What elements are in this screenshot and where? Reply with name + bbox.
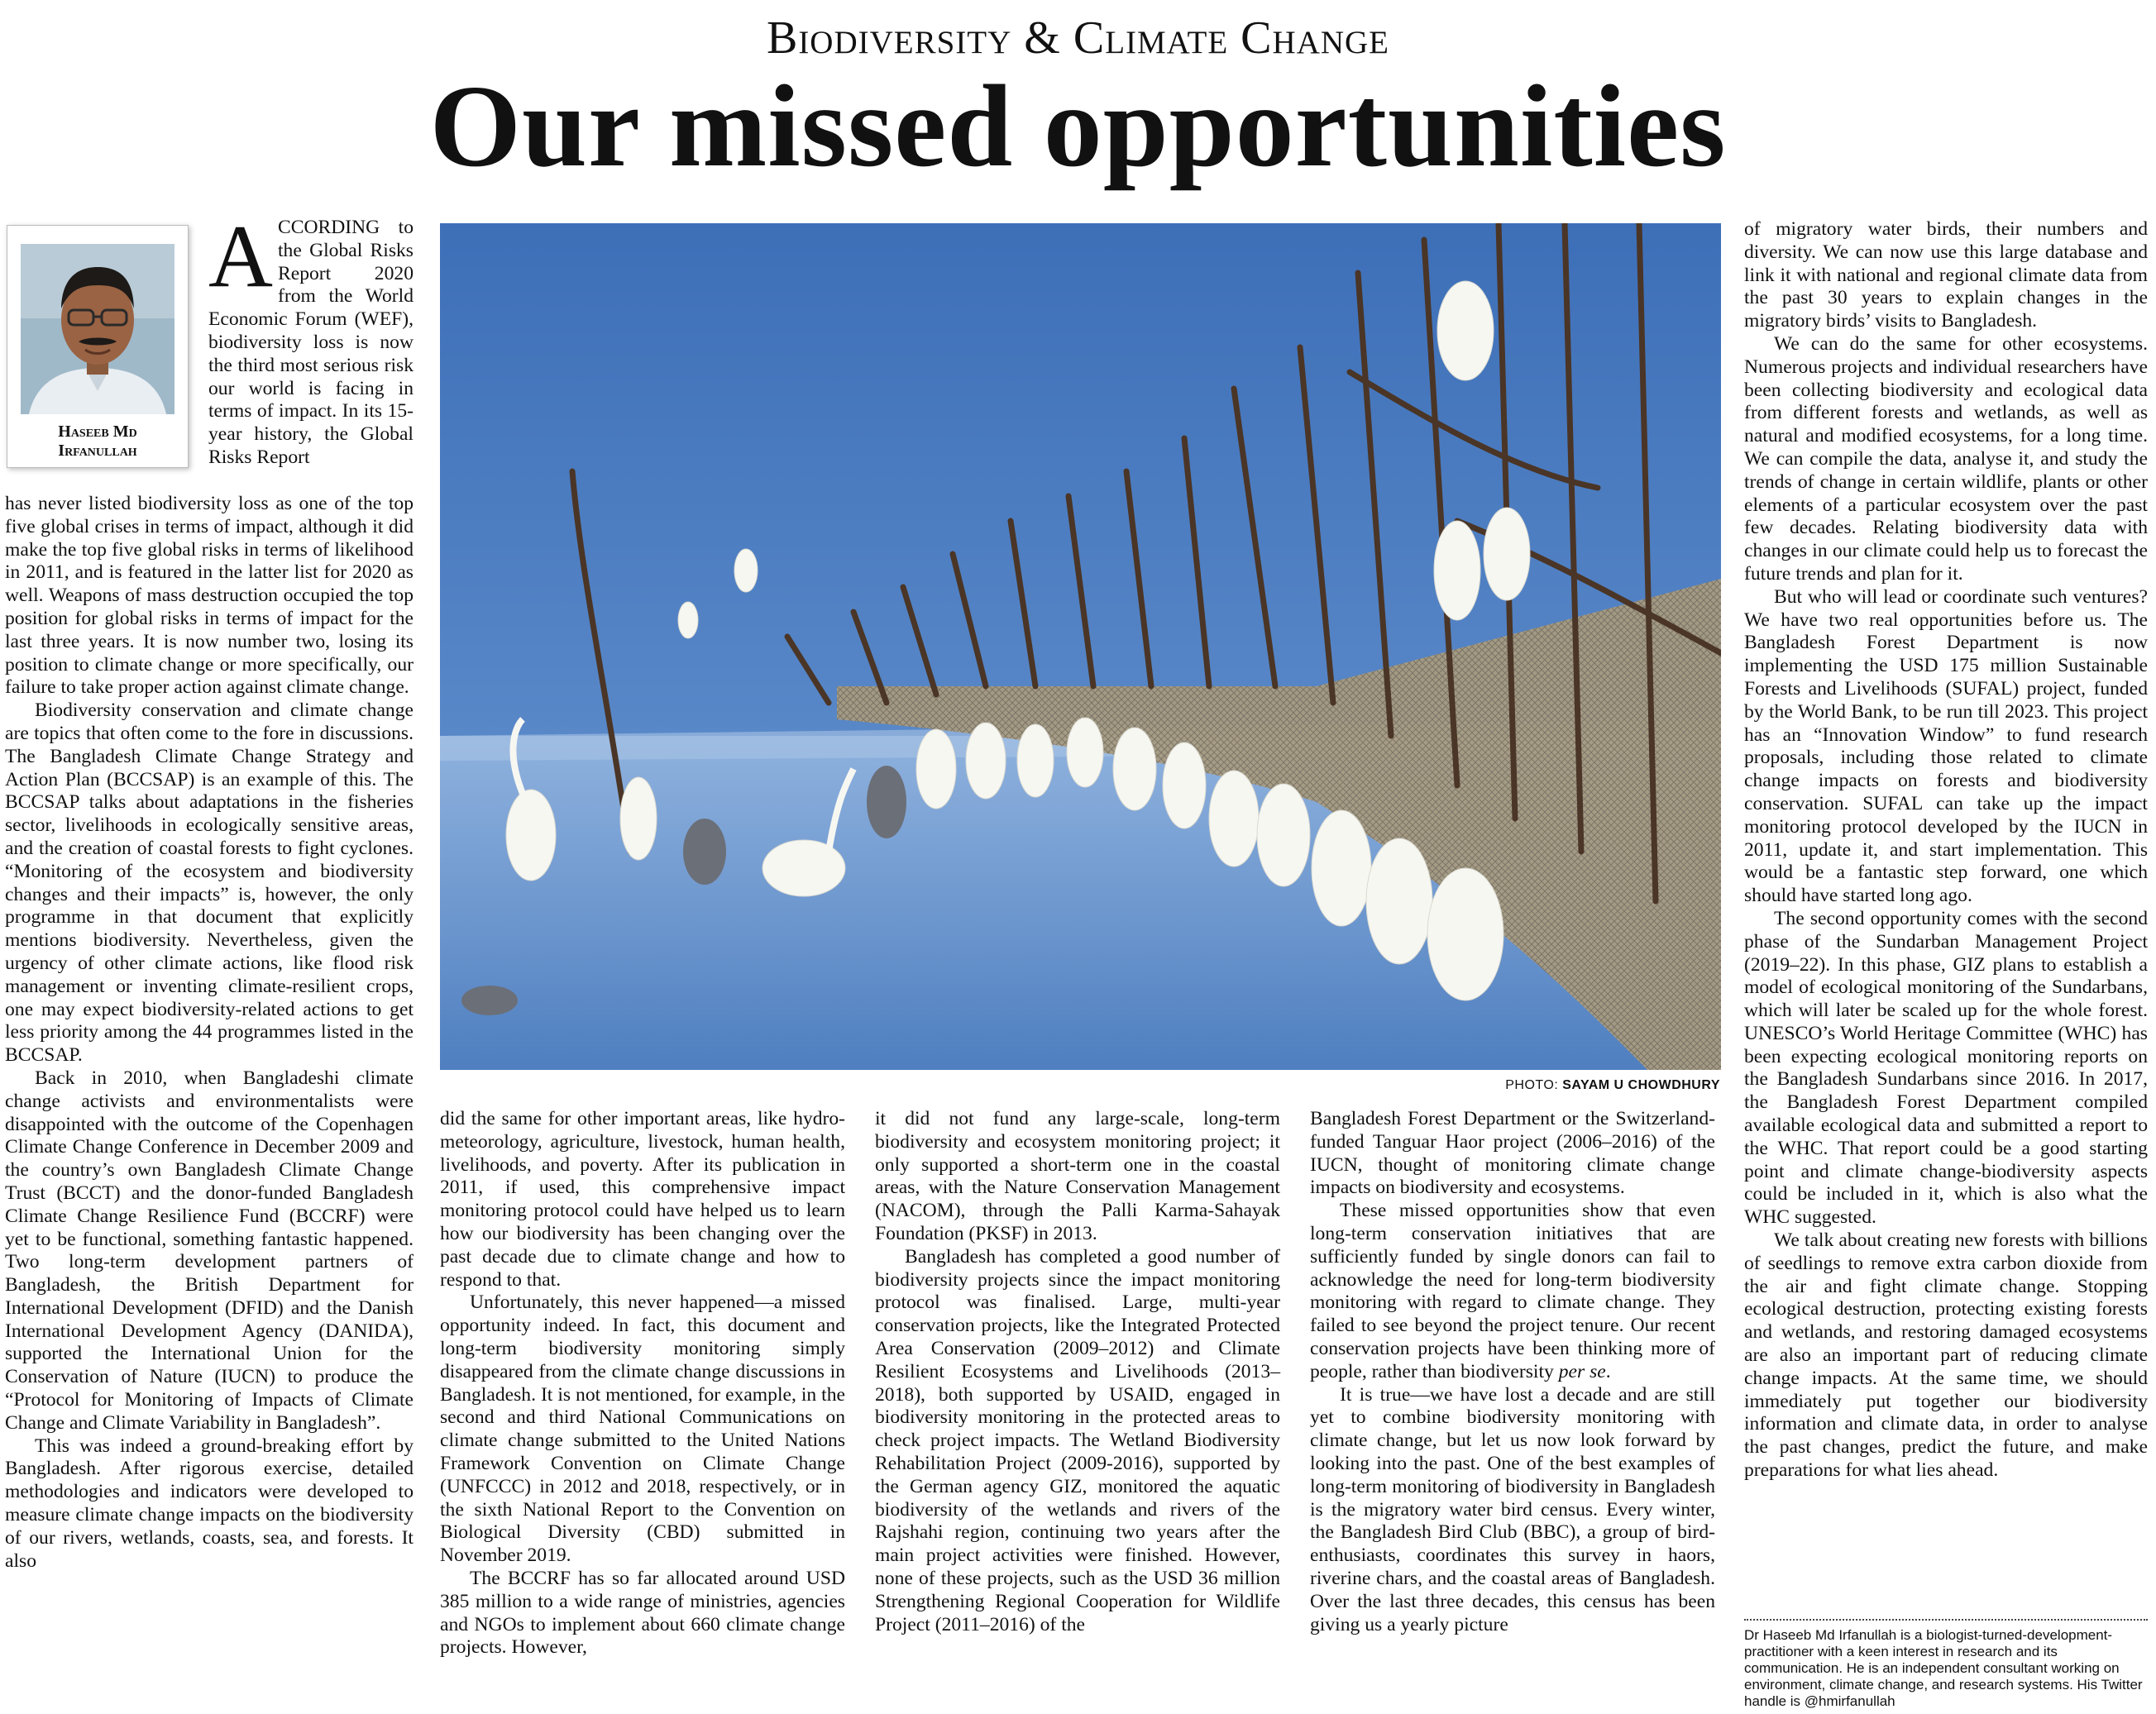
author-name-line1: Haseeb Md: [58, 423, 137, 441]
credit-prefix: PHOTO:: [1505, 1078, 1559, 1092]
author-box: [7, 225, 189, 468]
column-1: [5, 493, 414, 1573]
section-kicker: Biodiversity & Climate Change: [766, 12, 1390, 64]
egrets-illustration: [440, 223, 1721, 1070]
drop-cap: A: [208, 208, 273, 306]
paragraph-text: These missed opportunities show that even long-term conservation initiatives that are sufficiently funded by single donors can fail to acknowledge the need for long-term biodiversity monitoring with regard to climate change. They failed to see beyond the project tenure. Our recent conservation projects have been thinking more of people, rather than biodiversity: [1310, 1200, 1715, 1382]
paragraph: Unfortunately, this never happened—a missed opportunity indeed. In fact, this document and long-term biodiversity monitoring simply disappeared from the climate change discussions in Bangladesh. It is not mentioned, for example, in the second and third National Communications on climate change submitted to the United Nations Framework Convention on Climate Change (UNFCCC) in 2012 and 2018, respectively, or in the sixth National Report to the Convention on Biological Diversity (CBD) submitted in November 2019.: [440, 1291, 845, 1567]
paragraph: Back in 2010, when Bangladeshi climate change activists and environmentalists were disappointed with the outcome of the Copenhagen Climate Change Conference in December 2009 and the country’s own Bangladesh Climate Change Trust (BCCT) and the donor-funded Bangladesh Climate Change Resilience Fund (BCCRF) were yet to be functional, something fantastic happened. Two long-term development partners of Bangladesh, the British Department for International Development (DFID) and the Danish International Development Agency (DANIDA), supported the International Union for the Conservation of Nature (IUCN) to produce the “Protocol for Monitoring of Impacts of Climate Change and Climate Variability in Bangladesh”.: [5, 1067, 414, 1434]
author-photo: [21, 244, 174, 414]
column-2: [440, 1108, 845, 1659]
paragraph: [1310, 1200, 1715, 1383]
paragraph: We can do the same for other ecosystems. Numerous projects and individual researchers have been collecting biodiversity and ecological data from different forests and wetlands, as well as natural and modified ecosystems, for a long time. We can compile the data, analyse it, and study the trends of change in certain wildlife, plants or other elements of a particular ecosystem over the past few decades. Relating biodiversity data with changes in our climate could help us to forecast the future trends and plan for it.: [1744, 332, 2148, 585]
paragraph: Biodiversity conservation and climate change are topics that often come to the fore in discussions. The Bangladesh Climate Change Strategy and Action Plan (BCCSAP) is an example of this. The BCCSAP talks about adaptations in the fisheries sector, livelihoods in ecologically sensitive areas, and the creation of coastal forests to fight cyclones. “Monitoring of the ecosystem and biodiversity changes and their impacts” is, however, the only programme in that document that explicitly mentions biodiversity. Nevertheless, given the urgency of other climate actions, like flood risk management or inventing climate-resilient crops, one may expect biodiversity-related actions to get less priority among the 44 programmes listed in the BCCSAP.: [5, 699, 414, 1067]
paragraph: We talk about creating new forests with billions of seedlings to remove extra carbon dioxide from the air and fight climate change. Stopping ecological destruction, protecting existing forests and wetlands, and restoring damaged ecosystems are also an important part of reducing climate change impacts. At the same time, we should immediately put together our biodiversity information and climate data, in order to analyse the past changes, predict the future, and make preparations for what lies ahead.: [1744, 1229, 2148, 1482]
column-4: [1310, 1108, 1715, 1636]
column-3: [875, 1108, 1280, 1636]
intro-text-body: CCORDING to the Global Risks Report 2020 from the World Economic Forum (WEF), biodiversity loss is now the third most serious risk our world is facing in terms of impact. In its 15-year history, the Global Risks Report: [208, 217, 414, 468]
paragraph: did the same for other important areas, like hydro-meteorology, agriculture, livestock, human health, livelihoods, and poverty. After its publication in 2011, if used, this comprehensive impact monitoring protocol could have helped us to learn how our biodiversity has been changing over the past decade due to climate change and how to respond to that.: [440, 1108, 845, 1291]
paragraph-end: .: [1605, 1360, 1611, 1382]
author-name-line2: Irfanullah: [58, 442, 137, 460]
author-bio: Dr Haseeb Md Irfanullah is a biologist-turned-development-practitioner with a keen interest in research and its communication. He is an independent consultant working on environment, climate change, and research systems. His Twitter handle is @hmirfanullah: [1744, 1619, 2148, 1710]
paragraph: of migratory water birds, their numbers and diversity. We can now use this large database and link it with national and regional climate data from the past 30 years to explain changes in the migratory birds’ visits to Bangladesh.: [1744, 218, 2148, 332]
paragraph: But who will lead or coordinate such ventures? We have two real opportunities before us. The Bangladesh Forest Department is now implementing the USD 175 million Sustainable Forests and Livelihoods (SUFAL) project, funded by the World Bank, to be run till 2023. This project has an “Innovation Window” to fund research proposals, including those related to climate change impacts on forests and biodiversity conservation. SUFAL can take up the impact monitoring protocol developed by the IUCN in 2011, update it, and start implementation. This would be a fantastic step forward, one which should have started long ago.: [1744, 585, 2148, 907]
emphasis-per-se: per se: [1558, 1360, 1606, 1382]
paragraph: Bangladesh has completed a good number of biodiversity projects since the impact monitoring protocol was finalised. Large, multi-year conservation projects, like the Integrated Protected Area Conservation (2009–2012) and Climate Resilient Ecosystems and Livelihoods (2013–2018), both supported by USAID, engaged in biodiversity monitoring in the protected areas to check project impacts. The Wetland Biodiversity Rehabilitation Project (2009-2016), supported by the German agency GIZ, monitored the aquatic biodiversity of the wetlands and rivers of the Rajshahi region, continuing two years after the main project activities were finished. However, none of these projects, such as the USD 36 million Strengthening Regional Cooperation for Wildlife Project (2011–2016) of the: [875, 1245, 1280, 1635]
photo-credit: [1406, 1078, 1720, 1093]
paragraph: This was indeed a ground-breaking effort by Bangladesh. After rigorous exercise, detailed methodologies and indicators were developed to measure climate change impacts on the biodiversity of our rivers, wetlands, coasts, sea, and forests. It also: [5, 1435, 414, 1572]
intro-text: [208, 208, 414, 470]
paragraph: has never listed biodiversity loss as one of the top five global crises in terms of impact, although it did make the top five global risks in terms of likelihood in 2011, and is featured in the latter list for 2020 as well. Weapons of mass destruction occupied the top position for global risks in terms of impact for the last three years. It is now number two, losing its position to climate change or more specifically, our failure to take proper action against climate change.: [5, 493, 414, 699]
egrets-photo: [440, 223, 1721, 1070]
paragraph: The second opportunity comes with the second phase of the Sundarban Management Project (2019–22). In this phase, GIZ plans to establish a model of ecological monitoring of the Sundarbans, which will later be scaled up for the whole forest. UNESCO’s World Heritage Committee (WHC) has been expecting ecological monitoring reports on the Bangladesh Sundarbans since 2016. In 2017, the Bangladesh Forest Department compiled available ecological data and submitted a report to the WHC. That report could be a good starting point and climate change-biodiversity aspects could be included in it, which is also what the WHC suggested.: [1744, 907, 2148, 1229]
author-name: [7, 423, 188, 461]
paragraph: The BCCRF has so far allocated around USD 385 million to a wide range of ministries, agencies and NGOs to implement about 660 climate change projects. However,: [440, 1567, 845, 1659]
intro-paragraph: [208, 208, 414, 470]
credit-name: SAYAM U CHOWDHURY: [1562, 1078, 1720, 1092]
paragraph: Bangladesh Forest Department or the Switzerland-funded Tanguar Haor project (2006–2016) of the IUCN, thought of monitoring climate change impacts on biodiversity and ecosystems.: [1310, 1108, 1715, 1199]
paragraph: It is true—we have lost a decade and are still yet to combine biodiversity monitoring with climate change, but let us now look forward by looking into the past. One of the best examples of long-term monitoring of biodiversity in Bangladesh is the migratory water bird census. Every winter, the Bangladesh Bird Club (BBC), a group of bird-enthusiasts, coordinates this survey in haors, riverine chars, and the coastal areas of Bangladesh. Over the last three decades, this census has been giving us a yearly picture: [1310, 1383, 1715, 1635]
paragraph: it did not fund any large-scale, long-term biodiversity and ecosystem monitoring project; it only supported a short-term one in the coastal areas, with the Nature Conservation Management (NACOM), through the Palli Karma-Sahayak Foundation (PKSF) in 2013.: [875, 1108, 1280, 1244]
article-headline: Our missed opportunities: [429, 60, 1727, 191]
column-5: [1744, 218, 2148, 1482]
